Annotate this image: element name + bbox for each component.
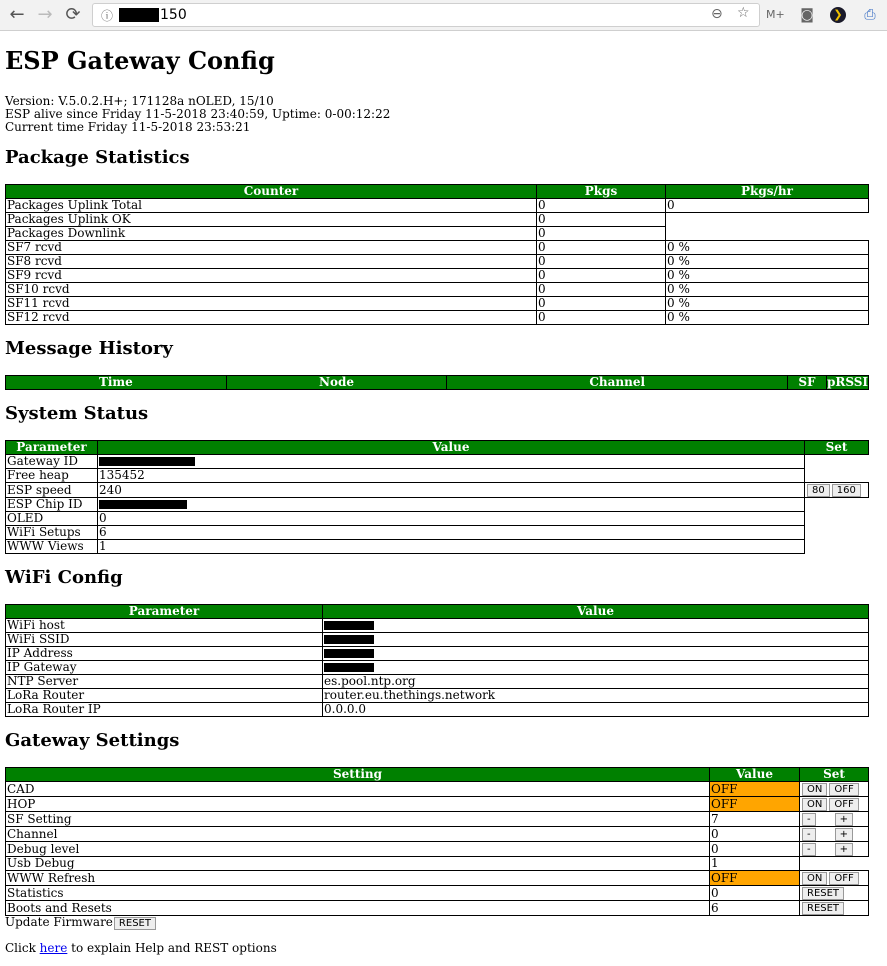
www-refresh-value: OFF — [710, 871, 800, 886]
row-value: 1 — [98, 540, 805, 554]
row-value — [323, 619, 869, 633]
table-row — [6, 812, 869, 827]
row-hr: 0 % — [666, 269, 869, 283]
address-url[interactable] — [119, 7, 187, 23]
bookmark-star-icon[interactable]: ☆ — [737, 5, 750, 21]
set-cell — [800, 842, 869, 857]
speed-80-button[interactable]: 80 — [807, 484, 830, 497]
channel-value: 0 — [710, 827, 800, 842]
table-row — [6, 661, 869, 675]
row-name: CAD — [6, 782, 710, 797]
debug-value: 0 — [710, 842, 800, 857]
row-name: LoRa Router IP — [6, 703, 323, 717]
footer-help — [5, 942, 882, 955]
statistics-value: 0 — [710, 886, 800, 901]
row-value: 0 — [98, 512, 805, 526]
row-hr: 0 % — [666, 255, 869, 269]
debug-plus-button[interactable]: + — [835, 843, 853, 856]
col-prssi: pRSSI — [826, 375, 868, 389]
redacted-ip-address — [324, 649, 374, 658]
cad-off-button[interactable]: OFF — [829, 783, 858, 796]
table-row — [6, 689, 869, 703]
row-hr: 0 % — [666, 283, 869, 297]
row-pkgs: 0 — [537, 297, 666, 311]
info-block — [5, 95, 882, 134]
row-pkgs: 0 — [537, 255, 666, 269]
refresh-on-button[interactable]: ON — [802, 872, 827, 885]
set-cell — [800, 886, 869, 901]
row-name: Boots and Resets — [6, 901, 710, 916]
empty-cell — [805, 540, 869, 554]
col-parameter: Parameter — [6, 441, 98, 455]
update-firmware-reset-button[interactable]: RESET — [114, 917, 156, 930]
row-name: LoRa Router — [6, 689, 323, 703]
row-pkgs: 0 — [537, 311, 666, 325]
channel-plus-button[interactable]: + — [835, 828, 853, 841]
channel-minus-button[interactable]: - — [802, 828, 816, 841]
table-row — [6, 483, 869, 498]
set-cell — [800, 871, 869, 886]
url-suffix: 150 — [160, 7, 187, 23]
footer-prefix: Click — [5, 941, 40, 955]
table-row — [6, 647, 869, 661]
page-content — [0, 47, 887, 955]
col-channel: Channel — [447, 376, 788, 390]
arrow-extension-icon[interactable]: ❯ — [830, 7, 846, 23]
sf-minus-button[interactable]: - — [802, 813, 816, 826]
address-bar[interactable] — [92, 3, 760, 27]
row-name: WWW Views — [6, 540, 98, 554]
redacted-wifi-ssid — [324, 635, 374, 644]
table-row — [6, 540, 869, 554]
boots-reset-button[interactable]: RESET — [802, 902, 844, 915]
row-name: Usb Debug — [6, 857, 710, 871]
gateway-settings-table — [5, 767, 869, 916]
col-value: Value — [710, 768, 800, 782]
zoom-icon[interactable]: ⊖ — [711, 6, 723, 22]
row-hr: 0 % — [666, 311, 869, 325]
page-title: ESP Gateway Config — [5, 46, 275, 75]
redacted-chip-id — [99, 500, 187, 509]
footer-suffix: to explain Help and REST options — [67, 941, 277, 955]
table-row — [6, 283, 869, 297]
table-row — [6, 703, 869, 717]
row-name: WiFi SSID — [6, 633, 323, 647]
table-row — [6, 269, 869, 283]
row-name: ESP speed — [6, 483, 98, 498]
row-name: OLED — [6, 512, 98, 526]
row-value — [323, 661, 869, 675]
empty-cell — [805, 498, 869, 512]
row-name: SF8 rcvd — [6, 255, 537, 269]
row-value: 6 — [98, 526, 805, 540]
empty-cell — [805, 469, 869, 483]
redacted-wifi-host — [324, 621, 374, 630]
row-name: WiFi host — [6, 619, 323, 633]
gateway-settings-heading: Gateway Settings — [5, 730, 180, 751]
table-row — [6, 886, 869, 901]
row-name: Gateway ID — [6, 455, 98, 469]
row-name: Packages Uplink Total — [6, 199, 537, 213]
row-name: IP Gateway — [6, 661, 323, 675]
message-history-table — [5, 375, 869, 390]
row-hr: 0 — [666, 199, 869, 213]
col-pkgs-hr: Pkgs/hr — [666, 185, 869, 199]
update-firmware-row — [5, 916, 882, 930]
row-value — [98, 455, 805, 469]
row-name: SF10 rcvd — [6, 283, 537, 297]
hop-value: OFF — [710, 797, 800, 812]
info-icon[interactable]: ⓘ — [101, 9, 114, 23]
set-cell — [800, 797, 869, 812]
table-row — [6, 213, 869, 227]
table-row — [6, 857, 869, 871]
cad-on-button[interactable]: ON — [802, 783, 827, 796]
row-hr: 0 % — [666, 241, 869, 255]
table-row — [6, 842, 869, 857]
back-arrow-icon[interactable]: ← — [9, 4, 25, 25]
table-row — [6, 498, 869, 512]
current-time-text: Current time Friday 11-5-2018 23:53:21 — [5, 120, 251, 134]
table-row — [6, 311, 869, 325]
table-row — [6, 241, 869, 255]
col-counter: Counter — [6, 185, 537, 199]
reload-icon[interactable]: ⟳ — [65, 4, 81, 25]
row-value: router.eu.thethings.network — [323, 689, 869, 703]
cad-value: OFF — [710, 782, 800, 797]
col-value: Value — [98, 441, 805, 455]
row-name: SF9 rcvd — [6, 269, 537, 283]
row-name: NTP Server — [6, 675, 323, 689]
row-value: 0.0.0.0 — [323, 703, 869, 717]
row-name: Free heap — [6, 469, 98, 483]
empty-cell — [805, 512, 869, 526]
help-link[interactable]: here — [39, 941, 68, 955]
redacted-gateway-id — [99, 457, 195, 466]
system-status-heading: System Status — [5, 403, 149, 424]
camera-extension-icon[interactable]: ◙ — [800, 7, 814, 23]
table-row — [6, 675, 869, 689]
row-hr — [666, 227, 869, 241]
row-name: HOP — [6, 797, 710, 812]
col-pkgs: Pkgs — [537, 185, 666, 199]
row-pkgs: 0 — [537, 199, 666, 213]
col-sf: SF — [787, 376, 826, 390]
row-value — [323, 647, 869, 661]
row-value: es.pool.ntp.org — [323, 675, 869, 689]
set-cell — [800, 812, 869, 827]
hop-off-button[interactable]: OFF — [829, 798, 858, 811]
row-value — [323, 633, 869, 647]
row-value: 240 — [98, 483, 805, 498]
package-stats-heading: Package Statistics — [5, 147, 190, 168]
set-cell — [800, 782, 869, 797]
alive-text: ESP alive since Friday 11-5-2018 23:40:59, Uptime: 0-00:12:22 — [5, 107, 391, 121]
table-row — [6, 255, 869, 269]
redacted-block — [119, 8, 159, 22]
row-value — [98, 498, 805, 512]
mplus-extension-icon[interactable]: M+ — [766, 8, 785, 21]
col-value: Value — [323, 605, 869, 619]
message-history-heading: Message History — [5, 338, 173, 359]
row-name: SF7 rcvd — [6, 241, 537, 255]
table-row — [6, 782, 869, 797]
row-pkgs: 0 — [537, 227, 666, 241]
row-value: 135452 — [98, 469, 805, 483]
row-name: WWW Refresh — [6, 871, 710, 886]
row-name: ESP Chip ID — [6, 498, 98, 512]
row-pkgs: 0 — [537, 283, 666, 297]
speed-buttons-cell — [805, 483, 869, 498]
row-name: SF12 rcvd — [6, 311, 537, 325]
table-row — [6, 901, 869, 916]
browser-toolbar — [0, 0, 887, 31]
row-name: Debug level — [6, 842, 710, 857]
table-row — [6, 199, 869, 213]
package-stats-table — [5, 184, 869, 325]
row-name: Packages Uplink OK — [6, 213, 537, 227]
sf-plus-button[interactable]: + — [835, 813, 853, 826]
boots-value: 6 — [710, 901, 800, 916]
row-pkgs: 0 — [537, 269, 666, 283]
col-set: Set — [805, 441, 869, 455]
col-time: Time — [6, 376, 227, 390]
empty-cell — [805, 455, 869, 469]
sf-value: 7 — [710, 812, 800, 827]
col-node: Node — [226, 376, 447, 390]
debug-minus-button[interactable]: - — [802, 843, 816, 856]
statistics-reset-button[interactable]: RESET — [802, 887, 844, 900]
row-name: Packages Downlink — [6, 227, 537, 241]
row-pkgs: 0 — [537, 241, 666, 255]
col-set: Set — [800, 768, 869, 782]
update-firmware-label: Update Firmware — [5, 915, 113, 929]
print-extension-icon[interactable]: ⎙ — [864, 7, 876, 23]
speed-160-button[interactable]: 160 — [832, 484, 861, 497]
usb-debug-value: 1 — [710, 857, 800, 871]
row-name: Statistics — [6, 886, 710, 901]
version-text: Version: V.5.0.2.H+; 171128a nOLED, 15/10 — [5, 94, 274, 108]
table-row — [6, 512, 869, 526]
row-pkgs: 0 — [537, 213, 666, 227]
table-row — [6, 297, 869, 311]
row-name: IP Address — [6, 647, 323, 661]
system-status-table — [5, 440, 869, 554]
col-parameter: Parameter — [6, 605, 323, 619]
table-row — [6, 455, 869, 469]
row-name: WiFi Setups — [6, 526, 98, 540]
table-row — [6, 526, 869, 540]
refresh-off-button[interactable]: OFF — [829, 872, 858, 885]
redacted-ip-gateway — [324, 663, 374, 672]
table-row — [6, 469, 869, 483]
empty-cell — [805, 526, 869, 540]
wifi-config-heading: WiFi Config — [5, 567, 123, 588]
table-row — [6, 827, 869, 842]
table-row — [6, 227, 869, 241]
table-row — [6, 633, 869, 647]
forward-arrow-icon[interactable]: → — [37, 4, 53, 25]
hop-on-button[interactable]: ON — [802, 798, 827, 811]
row-name: SF11 rcvd — [6, 297, 537, 311]
table-row — [6, 797, 869, 812]
row-hr: 0 % — [666, 297, 869, 311]
wifi-config-table — [5, 604, 869, 717]
row-name: SF Setting — [6, 812, 710, 827]
table-row — [6, 619, 869, 633]
table-row — [6, 871, 869, 886]
row-hr — [666, 213, 869, 227]
set-cell — [800, 827, 869, 842]
set-cell — [800, 901, 869, 916]
col-setting: Setting — [6, 768, 710, 782]
row-name: Channel — [6, 827, 710, 842]
empty-cell — [800, 857, 869, 871]
